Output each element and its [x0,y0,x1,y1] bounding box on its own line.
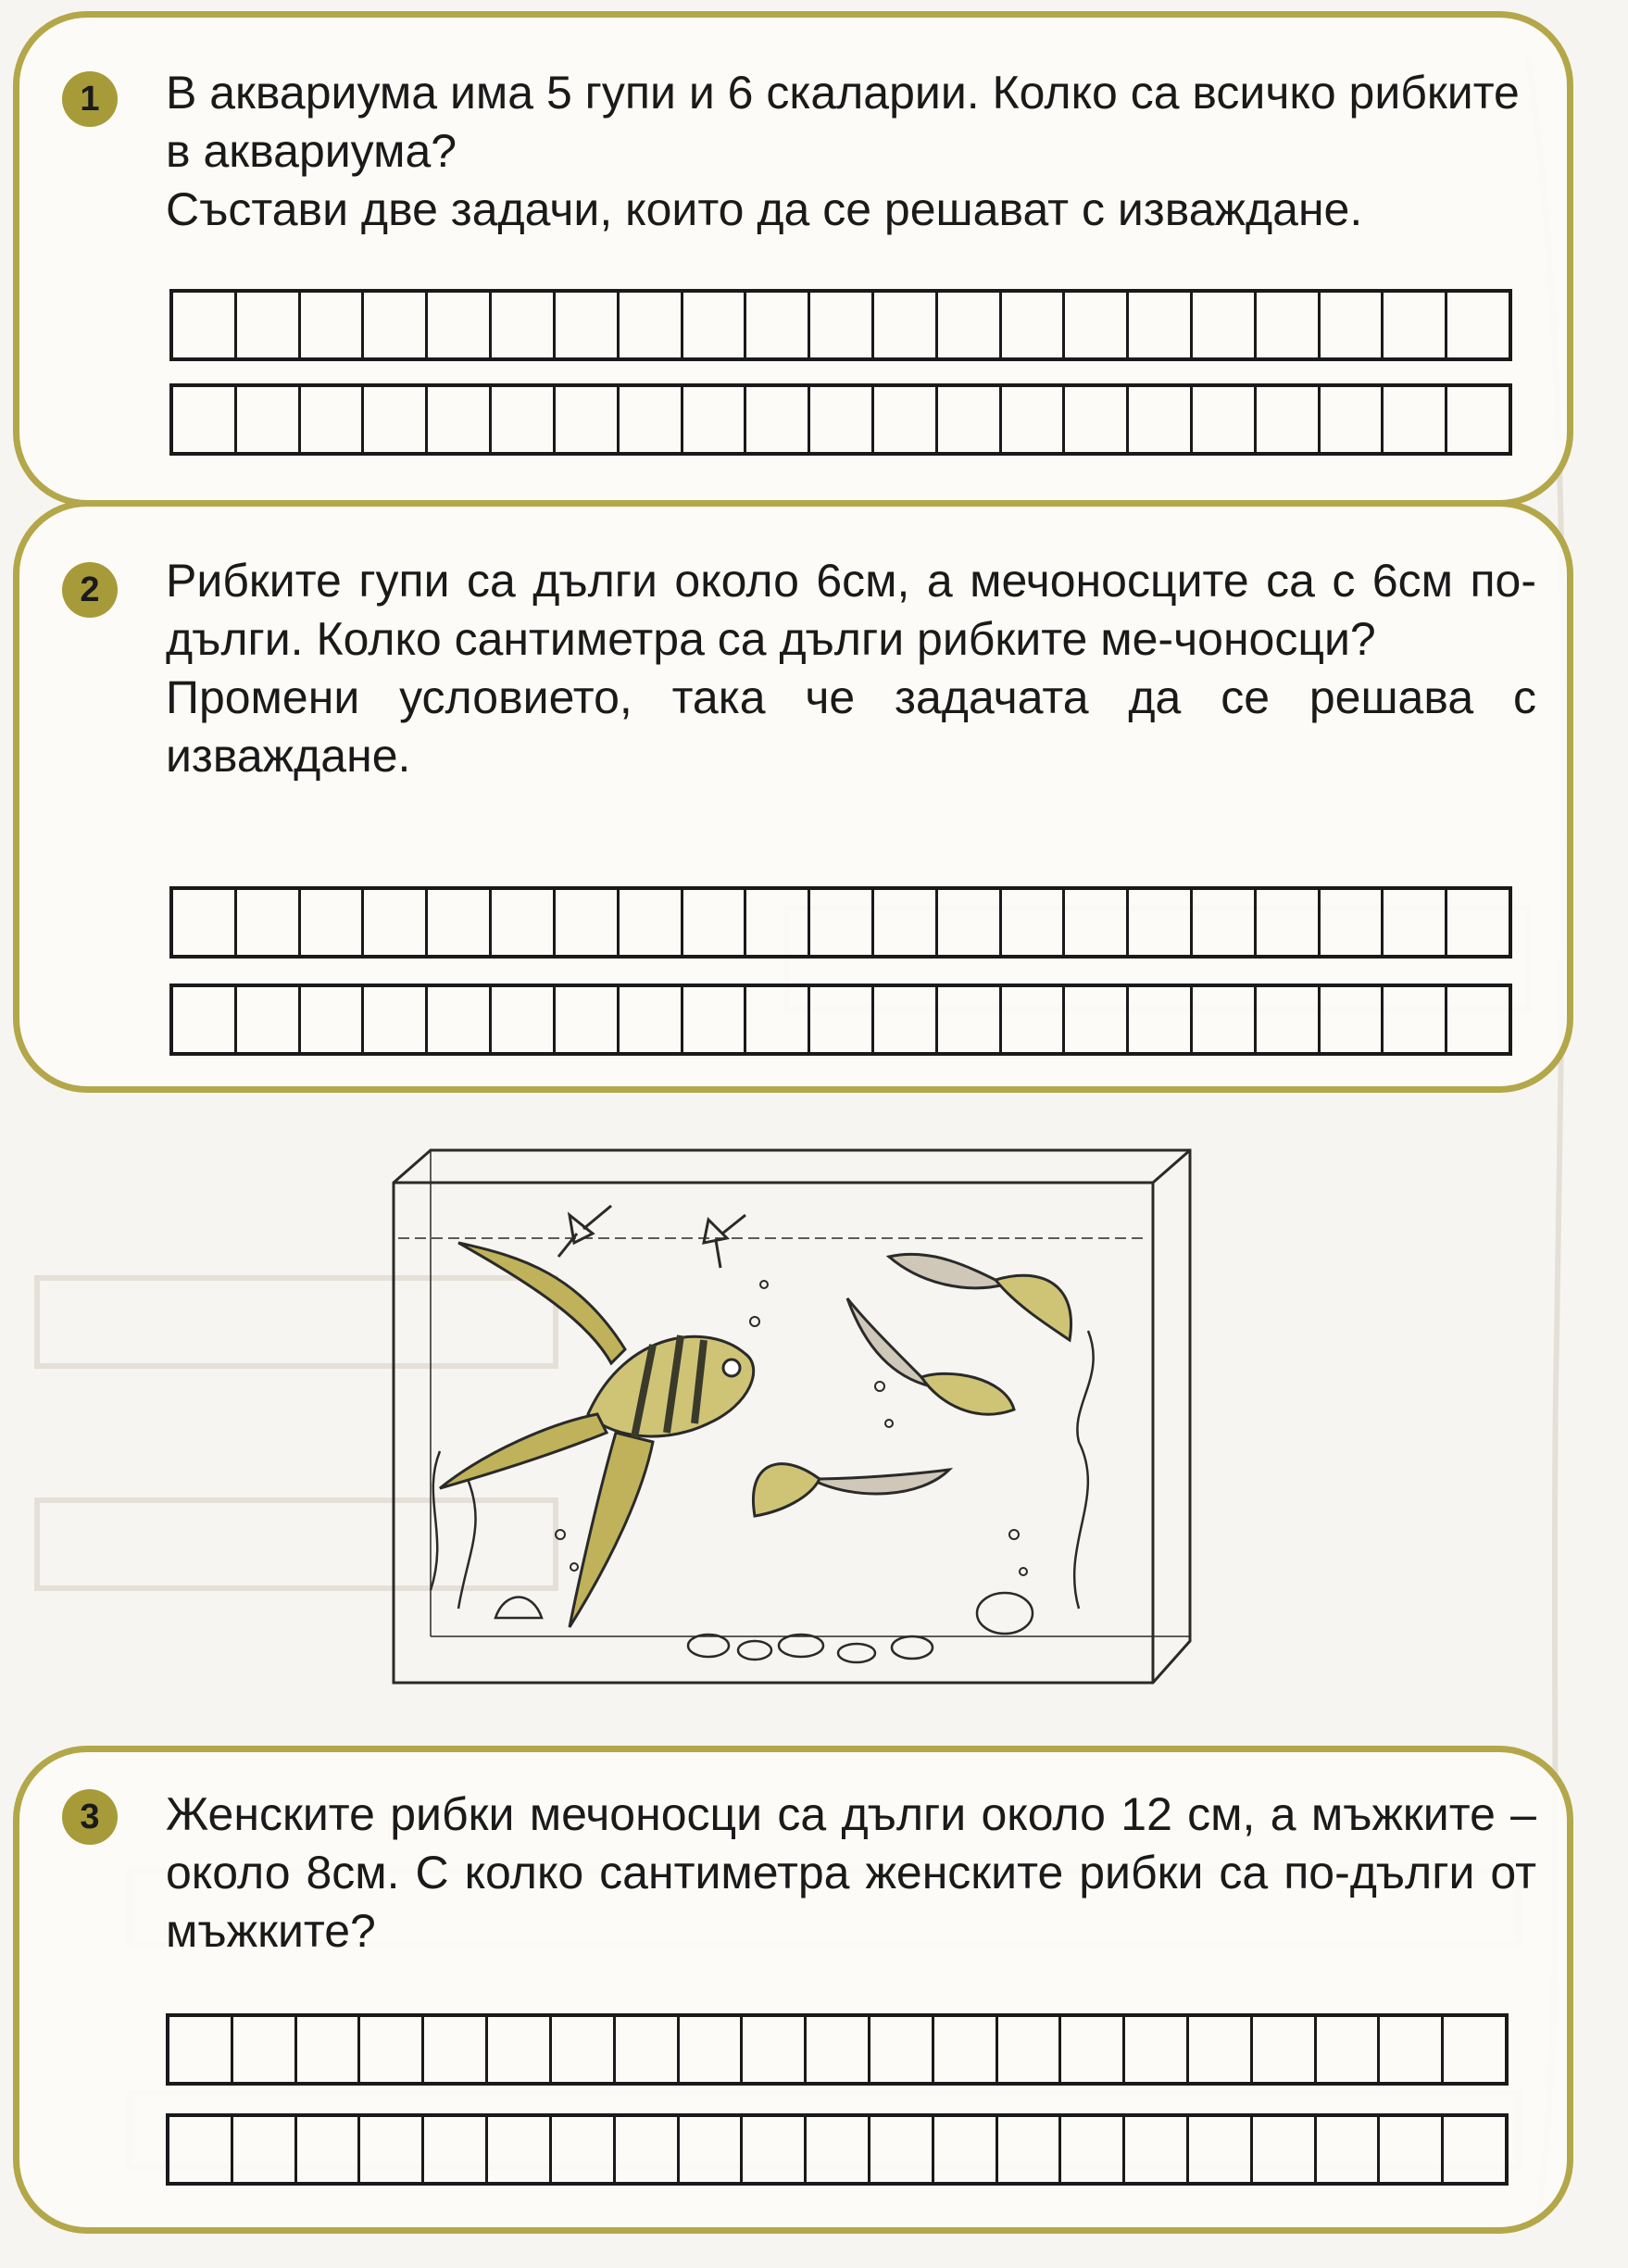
answer-cell[interactable] [746,387,810,452]
answer-cell[interactable] [1125,2117,1189,2182]
answer-cell[interactable] [810,987,874,1052]
answer-cell[interactable] [237,890,301,955]
answer-cell[interactable] [556,890,620,955]
answer-cell[interactable] [620,987,683,1052]
answer-cell[interactable] [237,293,301,357]
answer-cell[interactable] [616,2017,680,2082]
answer-cell[interactable] [746,987,810,1052]
answer-cell[interactable] [1257,293,1321,357]
answer-cell[interactable] [746,293,810,357]
answer-cell[interactable] [1444,2117,1505,2182]
answer-cell[interactable] [746,890,810,955]
answer-cell[interactable] [998,2017,1062,2082]
answer-cell[interactable] [556,387,620,452]
answer-cell[interactable] [173,890,237,955]
answer-cell[interactable] [301,987,365,1052]
answer-cell[interactable] [938,890,1002,955]
answer-cell[interactable] [297,2017,361,2082]
answer-cell[interactable] [1321,987,1384,1052]
answer-cell[interactable] [364,387,428,452]
task-3-text [166,1786,1536,1961]
answer-cell[interactable] [552,2017,616,2082]
answer-cell[interactable] [492,293,556,357]
answer-cell[interactable] [492,890,556,955]
answer-cell[interactable] [1384,387,1447,452]
answer-cell[interactable] [938,387,1002,452]
answer-cell[interactable] [237,387,301,452]
answer-grid-row-2[interactable] [169,984,1512,1056]
answer-cell[interactable] [1380,2117,1444,2182]
task-3-question: Женските рибки мечоносци са дълги около 12 см, а мъжките – около 8см. С колко сантиметра женските рибки са по-дълги от мъжките? [166,1788,1536,1957]
answer-cell[interactable] [173,293,237,357]
task-number-badge: 2 [62,562,118,618]
answer-cell[interactable] [1189,2017,1253,2082]
answer-cell[interactable] [428,387,492,452]
task-1-card [13,11,1573,507]
answer-cell[interactable] [874,987,938,1052]
answer-cell[interactable] [1129,890,1193,955]
answer-cell[interactable] [1065,987,1129,1052]
answer-cell[interactable] [492,387,556,452]
answer-cell[interactable] [874,387,938,452]
answer-cell[interactable] [301,387,365,452]
answer-cell[interactable] [488,2017,552,2082]
answer-cell[interactable] [807,2117,870,2182]
answer-cell[interactable] [1002,293,1066,357]
task-1-instruction: Състави две задачи, които да се решават с изваждане. [166,183,1363,235]
answer-cell[interactable] [173,387,237,452]
answer-cell[interactable] [1321,387,1384,452]
answer-cell[interactable] [683,987,747,1052]
answer-cell[interactable] [233,2117,297,2182]
answer-cell[interactable] [360,2117,424,2182]
answer-cell[interactable] [810,890,874,955]
answer-cell[interactable] [1384,987,1447,1052]
answer-grid-row-1[interactable] [169,289,1512,361]
answer-cell[interactable] [1321,890,1384,955]
answer-cell[interactable] [1253,2017,1317,2082]
answer-cell[interactable] [301,890,365,955]
answer-cell[interactable] [552,2117,616,2182]
guppy-fish-icon [753,1254,1071,1516]
answer-cell[interactable] [173,987,237,1052]
answer-cell[interactable] [428,293,492,357]
answer-cell[interactable] [1384,293,1447,357]
answer-cell[interactable] [360,2017,424,2082]
task-1-text [166,64,1536,239]
task-2-question: Рибките гупи са дълги около 6см, а мечоносците са с 6см по-дълги. Колко сантиметра са дълги рибките ме-чоносци? [166,555,1536,665]
task-2-text [166,552,1536,785]
answer-cell[interactable] [620,387,683,452]
task-2-instruction: Промени условието, така че задачата да се решава с изваждане. [166,671,1536,782]
answer-cell[interactable] [938,987,1002,1052]
answer-cell[interactable] [297,2117,361,2182]
answer-cell[interactable] [488,2117,552,2182]
answer-cell[interactable] [1193,890,1257,955]
answer-cell[interactable] [934,2117,998,2182]
answer-cell[interactable] [1129,293,1193,357]
answer-cell[interactable] [556,293,620,357]
answer-cell[interactable] [301,293,365,357]
answer-cell[interactable] [1002,987,1066,1052]
answer-cell[interactable] [1189,2117,1253,2182]
answer-cell[interactable] [1193,387,1257,452]
angelfish-icon [440,1243,754,1627]
answer-cell[interactable] [1447,387,1509,452]
answer-cell[interactable] [683,890,747,955]
task-1-question: В аквариума има 5 гупи и 6 скаларии. Колко са всичко рибките в аквариума? [166,67,1520,177]
answer-cell[interactable] [364,293,428,357]
answer-cell[interactable] [556,987,620,1052]
answer-cell[interactable] [364,890,428,955]
answer-cell[interactable] [1257,890,1321,955]
answer-cell[interactable] [807,2017,870,2082]
answer-cell[interactable] [874,890,938,955]
answer-cell[interactable] [1447,293,1509,357]
answer-grid-row-1[interactable] [169,886,1512,959]
answer-cell[interactable] [169,2017,233,2082]
answer-cell[interactable] [1257,387,1321,452]
answer-cell[interactable] [424,2117,488,2182]
answer-cell[interactable] [1317,2017,1381,2082]
answer-cell[interactable] [1257,987,1321,1052]
answer-cell[interactable] [1317,2117,1381,2182]
answer-cell[interactable] [870,2017,934,2082]
answer-cell[interactable] [1447,890,1509,955]
answer-cell[interactable] [428,987,492,1052]
task-number-badge: 3 [62,1789,118,1845]
answer-cell[interactable] [1444,2017,1505,2082]
answer-cell[interactable] [810,387,874,452]
answer-cell[interactable] [938,293,1002,357]
answer-cell[interactable] [810,293,874,357]
answer-cell[interactable] [998,2117,1062,2182]
answer-cell[interactable] [169,2117,233,2182]
answer-cell[interactable] [424,2017,488,2082]
answer-cell[interactable] [1061,2117,1125,2182]
answer-cell[interactable] [364,987,428,1052]
answer-grid-row-2[interactable] [166,2113,1509,2186]
answer-cell[interactable] [1129,987,1193,1052]
answer-cell[interactable] [1061,2017,1125,2082]
answer-cell[interactable] [934,2017,998,2082]
answer-cell[interactable] [1125,2017,1189,2082]
answer-cell[interactable] [1002,387,1066,452]
answer-cell[interactable] [1129,387,1193,452]
answer-cell[interactable] [680,2117,744,2182]
answer-cell[interactable] [743,2017,807,2082]
answer-cell[interactable] [237,987,301,1052]
answer-cell[interactable] [743,2117,807,2182]
answer-cell[interactable] [680,2017,744,2082]
answer-cell[interactable] [620,293,683,357]
answer-cell[interactable] [1380,2017,1444,2082]
answer-cell[interactable] [1253,2117,1317,2182]
answer-grid-row-1[interactable] [166,2013,1509,2086]
answer-cell[interactable] [1447,987,1509,1052]
task-3-card [13,1746,1573,2234]
answer-cell[interactable] [1384,890,1447,955]
answer-cell[interactable] [870,2117,934,2182]
answer-grid-row-2[interactable] [169,383,1512,456]
answer-cell[interactable] [1193,987,1257,1052]
answer-cell[interactable] [1065,293,1129,357]
answer-cell[interactable] [1065,890,1129,955]
task-2-card [13,500,1573,1093]
answer-cell[interactable] [1065,387,1129,452]
answer-cell[interactable] [233,2017,297,2082]
answer-cell[interactable] [428,890,492,955]
answer-cell[interactable] [492,987,556,1052]
task-number-badge: 1 [62,71,118,127]
aquarium-with-fish-icon [375,1146,1208,1692]
answer-cell[interactable] [683,387,747,452]
answer-cell[interactable] [620,890,683,955]
answer-cell[interactable] [1321,293,1384,357]
answer-cell[interactable] [616,2117,680,2182]
answer-cell[interactable] [874,293,938,357]
answer-cell[interactable] [1193,293,1257,357]
answer-cell[interactable] [683,293,747,357]
answer-cell[interactable] [1002,890,1066,955]
